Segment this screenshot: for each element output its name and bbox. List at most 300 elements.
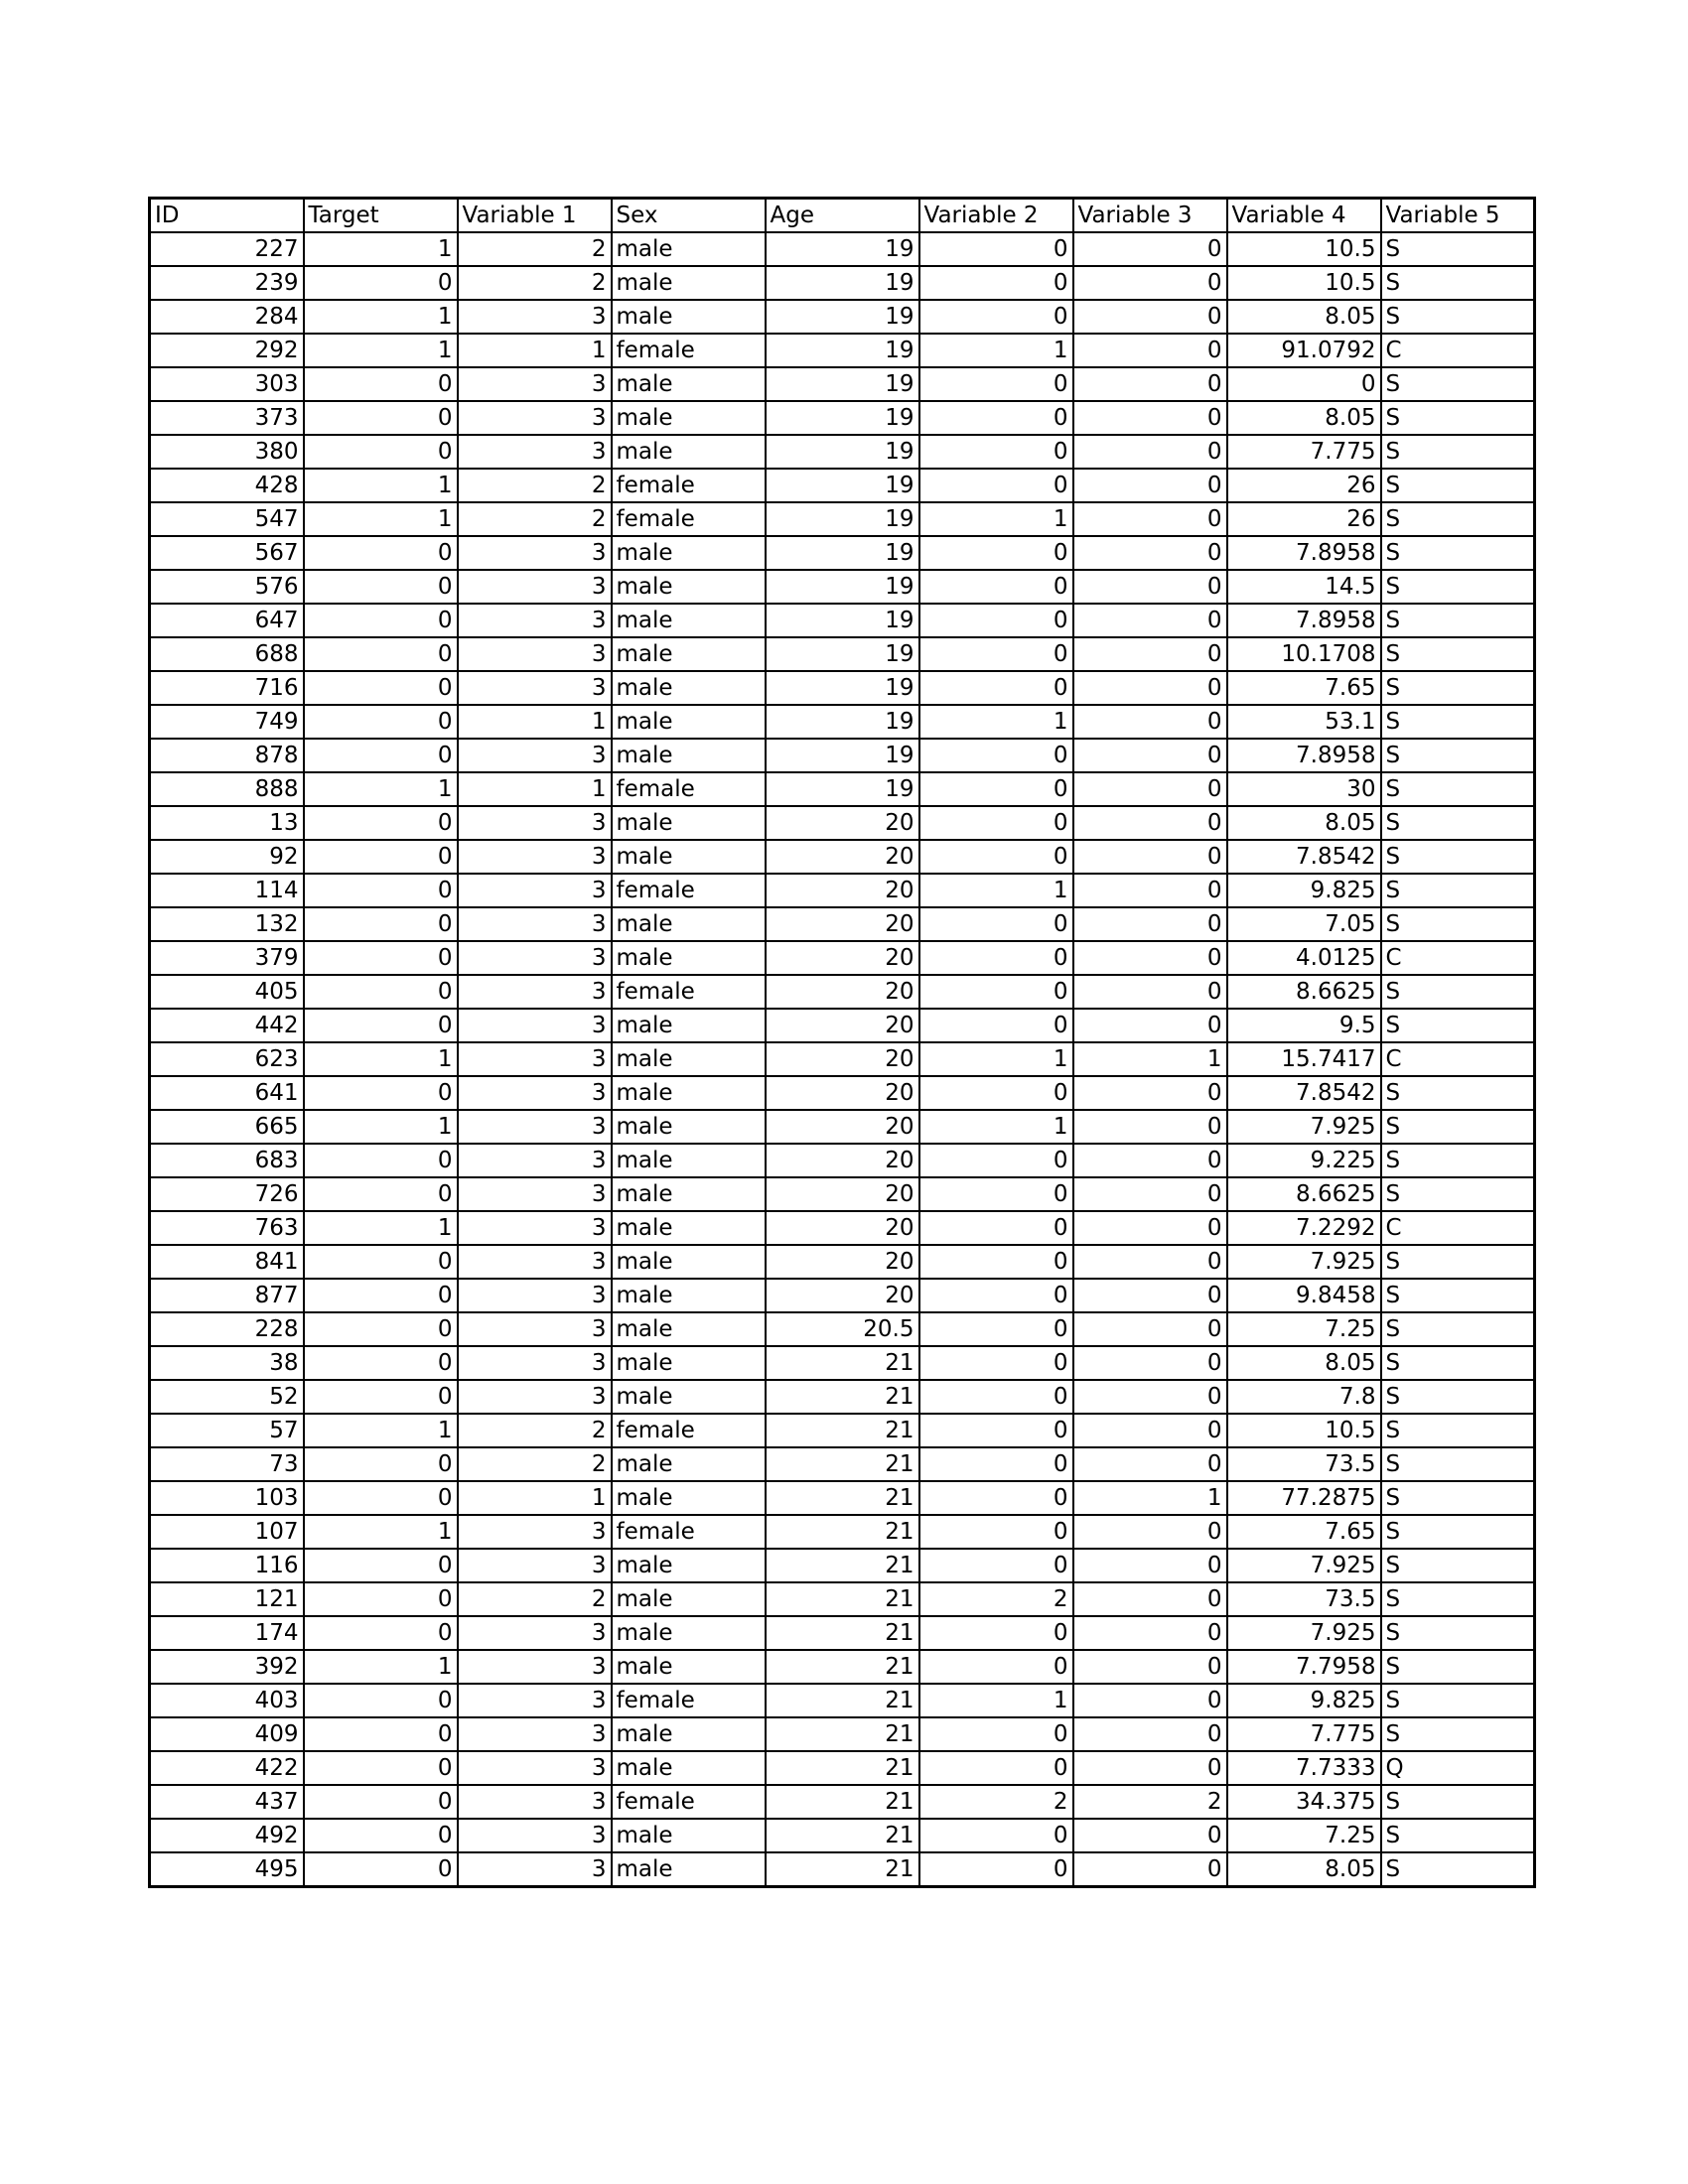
cell-variable-1: 3 <box>458 1616 612 1650</box>
cell-age: 19 <box>766 266 919 300</box>
cell-variable-4: 9.825 <box>1227 874 1381 907</box>
cell-target: 1 <box>304 1515 458 1549</box>
cell-variable-2: 0 <box>919 1515 1073 1549</box>
cell-sex: female <box>612 1515 766 1549</box>
cell-target: 1 <box>304 1110 458 1144</box>
cell-age: 20 <box>766 941 919 975</box>
cell-age: 20 <box>766 1245 919 1279</box>
cell-variable-4: 7.775 <box>1227 435 1381 469</box>
cell-id: 878 <box>150 739 304 772</box>
cell-variable-4: 8.6625 <box>1227 1177 1381 1211</box>
cell-variable-5: S <box>1381 1616 1535 1650</box>
cell-sex: female <box>612 1414 766 1447</box>
cell-id: 13 <box>150 806 304 840</box>
cell-variable-1: 3 <box>458 806 612 840</box>
cell-variable-3: 0 <box>1073 1684 1227 1717</box>
cell-id: 380 <box>150 435 304 469</box>
cell-variable-2: 0 <box>919 1312 1073 1346</box>
cell-target: 0 <box>304 840 458 874</box>
cell-variable-2: 0 <box>919 300 1073 334</box>
cell-variable-5: Q <box>1381 1751 1535 1785</box>
cell-id: 422 <box>150 1751 304 1785</box>
cell-id: 726 <box>150 1177 304 1211</box>
cell-variable-1: 2 <box>458 266 612 300</box>
cell-variable-4: 7.65 <box>1227 1515 1381 1549</box>
cell-variable-2: 0 <box>919 941 1073 975</box>
cell-age: 20 <box>766 1177 919 1211</box>
cell-variable-5: S <box>1381 739 1535 772</box>
table-row <box>150 739 1535 772</box>
cell-variable-4: 7.925 <box>1227 1549 1381 1582</box>
header-variable-4: Variable 4 <box>1227 199 1381 233</box>
table-row <box>150 941 1535 975</box>
cell-age: 20 <box>766 840 919 874</box>
cell-variable-1: 3 <box>458 1245 612 1279</box>
cell-variable-3: 0 <box>1073 739 1227 772</box>
table-row <box>150 772 1535 806</box>
table-row <box>150 1751 1535 1785</box>
cell-id: 409 <box>150 1717 304 1751</box>
cell-variable-4: 9.225 <box>1227 1144 1381 1177</box>
cell-variable-4: 73.5 <box>1227 1447 1381 1481</box>
table-row <box>150 232 1535 266</box>
cell-sex: male <box>612 435 766 469</box>
cell-variable-1: 2 <box>458 1414 612 1447</box>
cell-variable-5: S <box>1381 1245 1535 1279</box>
cell-variable-2: 0 <box>919 907 1073 941</box>
cell-variable-5: S <box>1381 266 1535 300</box>
cell-variable-3: 0 <box>1073 671 1227 705</box>
cell-sex: male <box>612 1009 766 1042</box>
cell-target: 0 <box>304 907 458 941</box>
cell-variable-5: S <box>1381 975 1535 1009</box>
cell-sex: female <box>612 334 766 367</box>
cell-target: 1 <box>304 1650 458 1684</box>
cell-variable-1: 3 <box>458 941 612 975</box>
cell-sex: male <box>612 637 766 671</box>
cell-target: 0 <box>304 536 458 570</box>
cell-variable-4: 7.65 <box>1227 671 1381 705</box>
cell-variable-5: S <box>1381 671 1535 705</box>
cell-sex: male <box>612 266 766 300</box>
cell-sex: female <box>612 469 766 502</box>
cell-variable-3: 0 <box>1073 1751 1227 1785</box>
cell-target: 0 <box>304 1346 458 1380</box>
cell-sex: male <box>612 570 766 604</box>
cell-id: 576 <box>150 570 304 604</box>
cell-variable-1: 2 <box>458 1582 612 1616</box>
cell-variable-3: 0 <box>1073 1582 1227 1616</box>
cell-variable-4: 9.825 <box>1227 1684 1381 1717</box>
cell-variable-1: 3 <box>458 1144 612 1177</box>
cell-id: 174 <box>150 1616 304 1650</box>
cell-id: 73 <box>150 1447 304 1481</box>
cell-id: 405 <box>150 975 304 1009</box>
cell-variable-5: S <box>1381 604 1535 637</box>
cell-age: 19 <box>766 367 919 401</box>
cell-variable-2: 0 <box>919 604 1073 637</box>
cell-variable-5: S <box>1381 1076 1535 1110</box>
cell-variable-3: 0 <box>1073 840 1227 874</box>
cell-variable-1: 3 <box>458 401 612 435</box>
cell-age: 20 <box>766 1042 919 1076</box>
cell-variable-4: 8.05 <box>1227 401 1381 435</box>
cell-target: 0 <box>304 1481 458 1515</box>
cell-variable-4: 91.0792 <box>1227 334 1381 367</box>
cell-variable-4: 4.0125 <box>1227 941 1381 975</box>
cell-variable-3: 0 <box>1073 907 1227 941</box>
cell-id: 292 <box>150 334 304 367</box>
cell-variable-3: 0 <box>1073 570 1227 604</box>
cell-variable-4: 7.925 <box>1227 1616 1381 1650</box>
cell-variable-3: 0 <box>1073 1852 1227 1887</box>
cell-variable-5: S <box>1381 502 1535 536</box>
cell-target: 0 <box>304 637 458 671</box>
cell-age: 21 <box>766 1582 919 1616</box>
cell-variable-4: 7.775 <box>1227 1717 1381 1751</box>
cell-target: 0 <box>304 1616 458 1650</box>
cell-sex: male <box>612 536 766 570</box>
table-row <box>150 334 1535 367</box>
cell-variable-3: 0 <box>1073 1616 1227 1650</box>
cell-age: 21 <box>766 1785 919 1819</box>
cell-variable-3: 1 <box>1073 1042 1227 1076</box>
table-row <box>150 1717 1535 1751</box>
cell-variable-4: 7.8958 <box>1227 604 1381 637</box>
cell-variable-5: S <box>1381 907 1535 941</box>
cell-variable-1: 3 <box>458 637 612 671</box>
cell-variable-2: 0 <box>919 1717 1073 1751</box>
cell-id: 239 <box>150 266 304 300</box>
cell-variable-2: 1 <box>919 874 1073 907</box>
cell-variable-1: 3 <box>458 1717 612 1751</box>
cell-variable-5: S <box>1381 1852 1535 1887</box>
cell-variable-5: S <box>1381 435 1535 469</box>
cell-age: 19 <box>766 435 919 469</box>
cell-age: 20 <box>766 907 919 941</box>
cell-variable-4: 8.05 <box>1227 1346 1381 1380</box>
cell-sex: male <box>612 1211 766 1245</box>
cell-variable-3: 0 <box>1073 1650 1227 1684</box>
cell-target: 1 <box>304 772 458 806</box>
table-row <box>150 502 1535 536</box>
header-variable-3: Variable 3 <box>1073 199 1227 233</box>
cell-id: 665 <box>150 1110 304 1144</box>
cell-id: 121 <box>150 1582 304 1616</box>
cell-target: 0 <box>304 1312 458 1346</box>
header-variable-5: Variable 5 <box>1381 199 1535 233</box>
cell-variable-1: 3 <box>458 840 612 874</box>
cell-sex: male <box>612 1177 766 1211</box>
cell-target: 0 <box>304 1177 458 1211</box>
table-row <box>150 1481 1535 1515</box>
cell-variable-5: S <box>1381 536 1535 570</box>
cell-variable-5: S <box>1381 570 1535 604</box>
cell-target: 0 <box>304 401 458 435</box>
cell-variable-2: 0 <box>919 1852 1073 1887</box>
cell-variable-1: 3 <box>458 1785 612 1819</box>
cell-age: 21 <box>766 1515 919 1549</box>
cell-age: 20 <box>766 1076 919 1110</box>
cell-age: 20 <box>766 1009 919 1042</box>
cell-age: 19 <box>766 300 919 334</box>
cell-age: 19 <box>766 570 919 604</box>
cell-sex: male <box>612 806 766 840</box>
cell-target: 0 <box>304 367 458 401</box>
cell-variable-1: 3 <box>458 1684 612 1717</box>
cell-variable-2: 0 <box>919 671 1073 705</box>
table-row <box>150 469 1535 502</box>
cell-variable-4: 26 <box>1227 502 1381 536</box>
cell-sex: male <box>612 1279 766 1312</box>
cell-variable-3: 0 <box>1073 1279 1227 1312</box>
cell-sex: male <box>612 1549 766 1582</box>
cell-variable-3: 0 <box>1073 1110 1227 1144</box>
cell-variable-1: 1 <box>458 1481 612 1515</box>
table-row <box>150 1819 1535 1852</box>
cell-sex: male <box>612 232 766 266</box>
cell-variable-4: 26 <box>1227 469 1381 502</box>
cell-variable-3: 2 <box>1073 1785 1227 1819</box>
cell-variable-1: 3 <box>458 1819 612 1852</box>
cell-variable-1: 3 <box>458 1549 612 1582</box>
cell-variable-1: 3 <box>458 1650 612 1684</box>
cell-id: 38 <box>150 1346 304 1380</box>
cell-variable-5: S <box>1381 806 1535 840</box>
cell-sex: male <box>612 1042 766 1076</box>
table-body <box>150 232 1535 1887</box>
cell-id: 107 <box>150 1515 304 1549</box>
cell-variable-3: 0 <box>1073 1245 1227 1279</box>
cell-variable-3: 0 <box>1073 806 1227 840</box>
cell-sex: male <box>612 705 766 739</box>
cell-variable-2: 0 <box>919 367 1073 401</box>
cell-target: 0 <box>304 1717 458 1751</box>
table-row <box>150 1582 1535 1616</box>
cell-variable-2: 0 <box>919 1447 1073 1481</box>
cell-variable-5: S <box>1381 232 1535 266</box>
cell-target: 0 <box>304 1852 458 1887</box>
cell-sex: male <box>612 1650 766 1684</box>
cell-variable-4: 34.375 <box>1227 1785 1381 1819</box>
table-row <box>150 1549 1535 1582</box>
cell-age: 21 <box>766 1616 919 1650</box>
cell-variable-1: 3 <box>458 1751 612 1785</box>
table-row <box>150 1076 1535 1110</box>
cell-variable-1: 1 <box>458 772 612 806</box>
table-row <box>150 1447 1535 1481</box>
cell-id: 92 <box>150 840 304 874</box>
cell-variable-3: 0 <box>1073 1414 1227 1447</box>
cell-variable-1: 3 <box>458 1346 612 1380</box>
cell-sex: male <box>612 1819 766 1852</box>
cell-id: 116 <box>150 1549 304 1582</box>
cell-target: 1 <box>304 469 458 502</box>
table-row <box>150 1785 1535 1819</box>
cell-variable-4: 7.25 <box>1227 1819 1381 1852</box>
cell-variable-5: S <box>1381 300 1535 334</box>
cell-variable-3: 0 <box>1073 334 1227 367</box>
cell-id: 688 <box>150 637 304 671</box>
cell-variable-2: 0 <box>919 1177 1073 1211</box>
cell-variable-5: S <box>1381 469 1535 502</box>
cell-id: 492 <box>150 1819 304 1852</box>
cell-target: 0 <box>304 975 458 1009</box>
cell-variable-2: 1 <box>919 1042 1073 1076</box>
table-row <box>150 1852 1535 1887</box>
cell-variable-5: C <box>1381 941 1535 975</box>
cell-sex: female <box>612 1785 766 1819</box>
cell-age: 20 <box>766 1110 919 1144</box>
cell-age: 21 <box>766 1717 919 1751</box>
cell-variable-2: 2 <box>919 1785 1073 1819</box>
cell-id: 841 <box>150 1245 304 1279</box>
cell-variable-2: 0 <box>919 1009 1073 1042</box>
cell-variable-4: 30 <box>1227 772 1381 806</box>
cell-target: 0 <box>304 1279 458 1312</box>
cell-age: 19 <box>766 232 919 266</box>
cell-target: 0 <box>304 806 458 840</box>
cell-variable-2: 0 <box>919 637 1073 671</box>
cell-variable-2: 0 <box>919 1481 1073 1515</box>
cell-variable-5: S <box>1381 1481 1535 1515</box>
cell-sex: male <box>612 941 766 975</box>
cell-target: 0 <box>304 1549 458 1582</box>
cell-variable-3: 0 <box>1073 401 1227 435</box>
cell-variable-3: 0 <box>1073 637 1227 671</box>
cell-sex: male <box>612 367 766 401</box>
cell-age: 20.5 <box>766 1312 919 1346</box>
cell-sex: male <box>612 907 766 941</box>
cell-variable-3: 0 <box>1073 705 1227 739</box>
cell-variable-2: 0 <box>919 975 1073 1009</box>
cell-sex: male <box>612 1616 766 1650</box>
cell-id: 373 <box>150 401 304 435</box>
table-row <box>150 1211 1535 1245</box>
cell-variable-1: 3 <box>458 536 612 570</box>
cell-variable-1: 3 <box>458 1312 612 1346</box>
cell-target: 0 <box>304 1582 458 1616</box>
table-row <box>150 1042 1535 1076</box>
cell-target: 1 <box>304 1042 458 1076</box>
cell-variable-5: S <box>1381 772 1535 806</box>
cell-variable-5: S <box>1381 840 1535 874</box>
cell-variable-1: 3 <box>458 1211 612 1245</box>
header-age: Age <box>766 199 919 233</box>
cell-sex: female <box>612 874 766 907</box>
cell-variable-3: 0 <box>1073 1515 1227 1549</box>
cell-age: 20 <box>766 1144 919 1177</box>
cell-variable-2: 0 <box>919 435 1073 469</box>
table-row <box>150 604 1535 637</box>
cell-target: 0 <box>304 266 458 300</box>
cell-variable-2: 0 <box>919 266 1073 300</box>
cell-variable-5: S <box>1381 874 1535 907</box>
table-row <box>150 1414 1535 1447</box>
cell-variable-5: S <box>1381 637 1535 671</box>
cell-age: 21 <box>766 1819 919 1852</box>
cell-variable-2: 0 <box>919 1279 1073 1312</box>
cell-variable-3: 0 <box>1073 1447 1227 1481</box>
cell-age: 21 <box>766 1380 919 1414</box>
cell-target: 0 <box>304 1684 458 1717</box>
cell-variable-5: C <box>1381 1042 1535 1076</box>
table-row <box>150 1312 1535 1346</box>
cell-id: 132 <box>150 907 304 941</box>
header-row <box>150 199 1535 233</box>
table-row <box>150 1684 1535 1717</box>
cell-variable-4: 53.1 <box>1227 705 1381 739</box>
cell-sex: male <box>612 1751 766 1785</box>
cell-variable-1: 3 <box>458 874 612 907</box>
cell-target: 0 <box>304 1380 458 1414</box>
cell-variable-4: 7.925 <box>1227 1245 1381 1279</box>
cell-variable-2: 0 <box>919 1650 1073 1684</box>
table-row <box>150 266 1535 300</box>
cell-variable-1: 3 <box>458 739 612 772</box>
header-target: Target <box>304 199 458 233</box>
cell-variable-3: 0 <box>1073 1009 1227 1042</box>
table-row <box>150 806 1535 840</box>
cell-sex: male <box>612 604 766 637</box>
cell-variable-4: 7.925 <box>1227 1110 1381 1144</box>
table-row <box>150 401 1535 435</box>
cell-target: 0 <box>304 705 458 739</box>
cell-age: 19 <box>766 739 919 772</box>
cell-age: 19 <box>766 334 919 367</box>
cell-age: 21 <box>766 1414 919 1447</box>
cell-sex: male <box>612 739 766 772</box>
cell-age: 21 <box>766 1481 919 1515</box>
cell-variable-2: 1 <box>919 502 1073 536</box>
cell-variable-5: S <box>1381 1582 1535 1616</box>
cell-variable-4: 7.7958 <box>1227 1650 1381 1684</box>
cell-variable-3: 0 <box>1073 1177 1227 1211</box>
cell-variable-3: 0 <box>1073 1717 1227 1751</box>
cell-age: 19 <box>766 705 919 739</box>
cell-variable-1: 3 <box>458 1852 612 1887</box>
table-row <box>150 1009 1535 1042</box>
cell-id: 228 <box>150 1312 304 1346</box>
cell-variable-4: 14.5 <box>1227 570 1381 604</box>
cell-id: 57 <box>150 1414 304 1447</box>
cell-variable-4: 7.2292 <box>1227 1211 1381 1245</box>
cell-variable-3: 0 <box>1073 502 1227 536</box>
cell-variable-4: 7.8958 <box>1227 739 1381 772</box>
table-row <box>150 536 1535 570</box>
cell-age: 19 <box>766 604 919 637</box>
cell-variable-1: 2 <box>458 502 612 536</box>
cell-variable-3: 0 <box>1073 1312 1227 1346</box>
cell-sex: male <box>612 1481 766 1515</box>
table-row <box>150 975 1535 1009</box>
table-row <box>150 367 1535 401</box>
cell-id: 647 <box>150 604 304 637</box>
cell-age: 20 <box>766 975 919 1009</box>
cell-sex: male <box>612 671 766 705</box>
table-row <box>150 1380 1535 1414</box>
cell-sex: male <box>612 1144 766 1177</box>
cell-variable-2: 1 <box>919 334 1073 367</box>
cell-variable-1: 3 <box>458 671 612 705</box>
cell-sex: male <box>612 1447 766 1481</box>
cell-variable-4: 10.5 <box>1227 266 1381 300</box>
cell-variable-2: 0 <box>919 1076 1073 1110</box>
cell-sex: male <box>612 1582 766 1616</box>
table-row <box>150 1515 1535 1549</box>
table-row <box>150 570 1535 604</box>
cell-sex: female <box>612 975 766 1009</box>
